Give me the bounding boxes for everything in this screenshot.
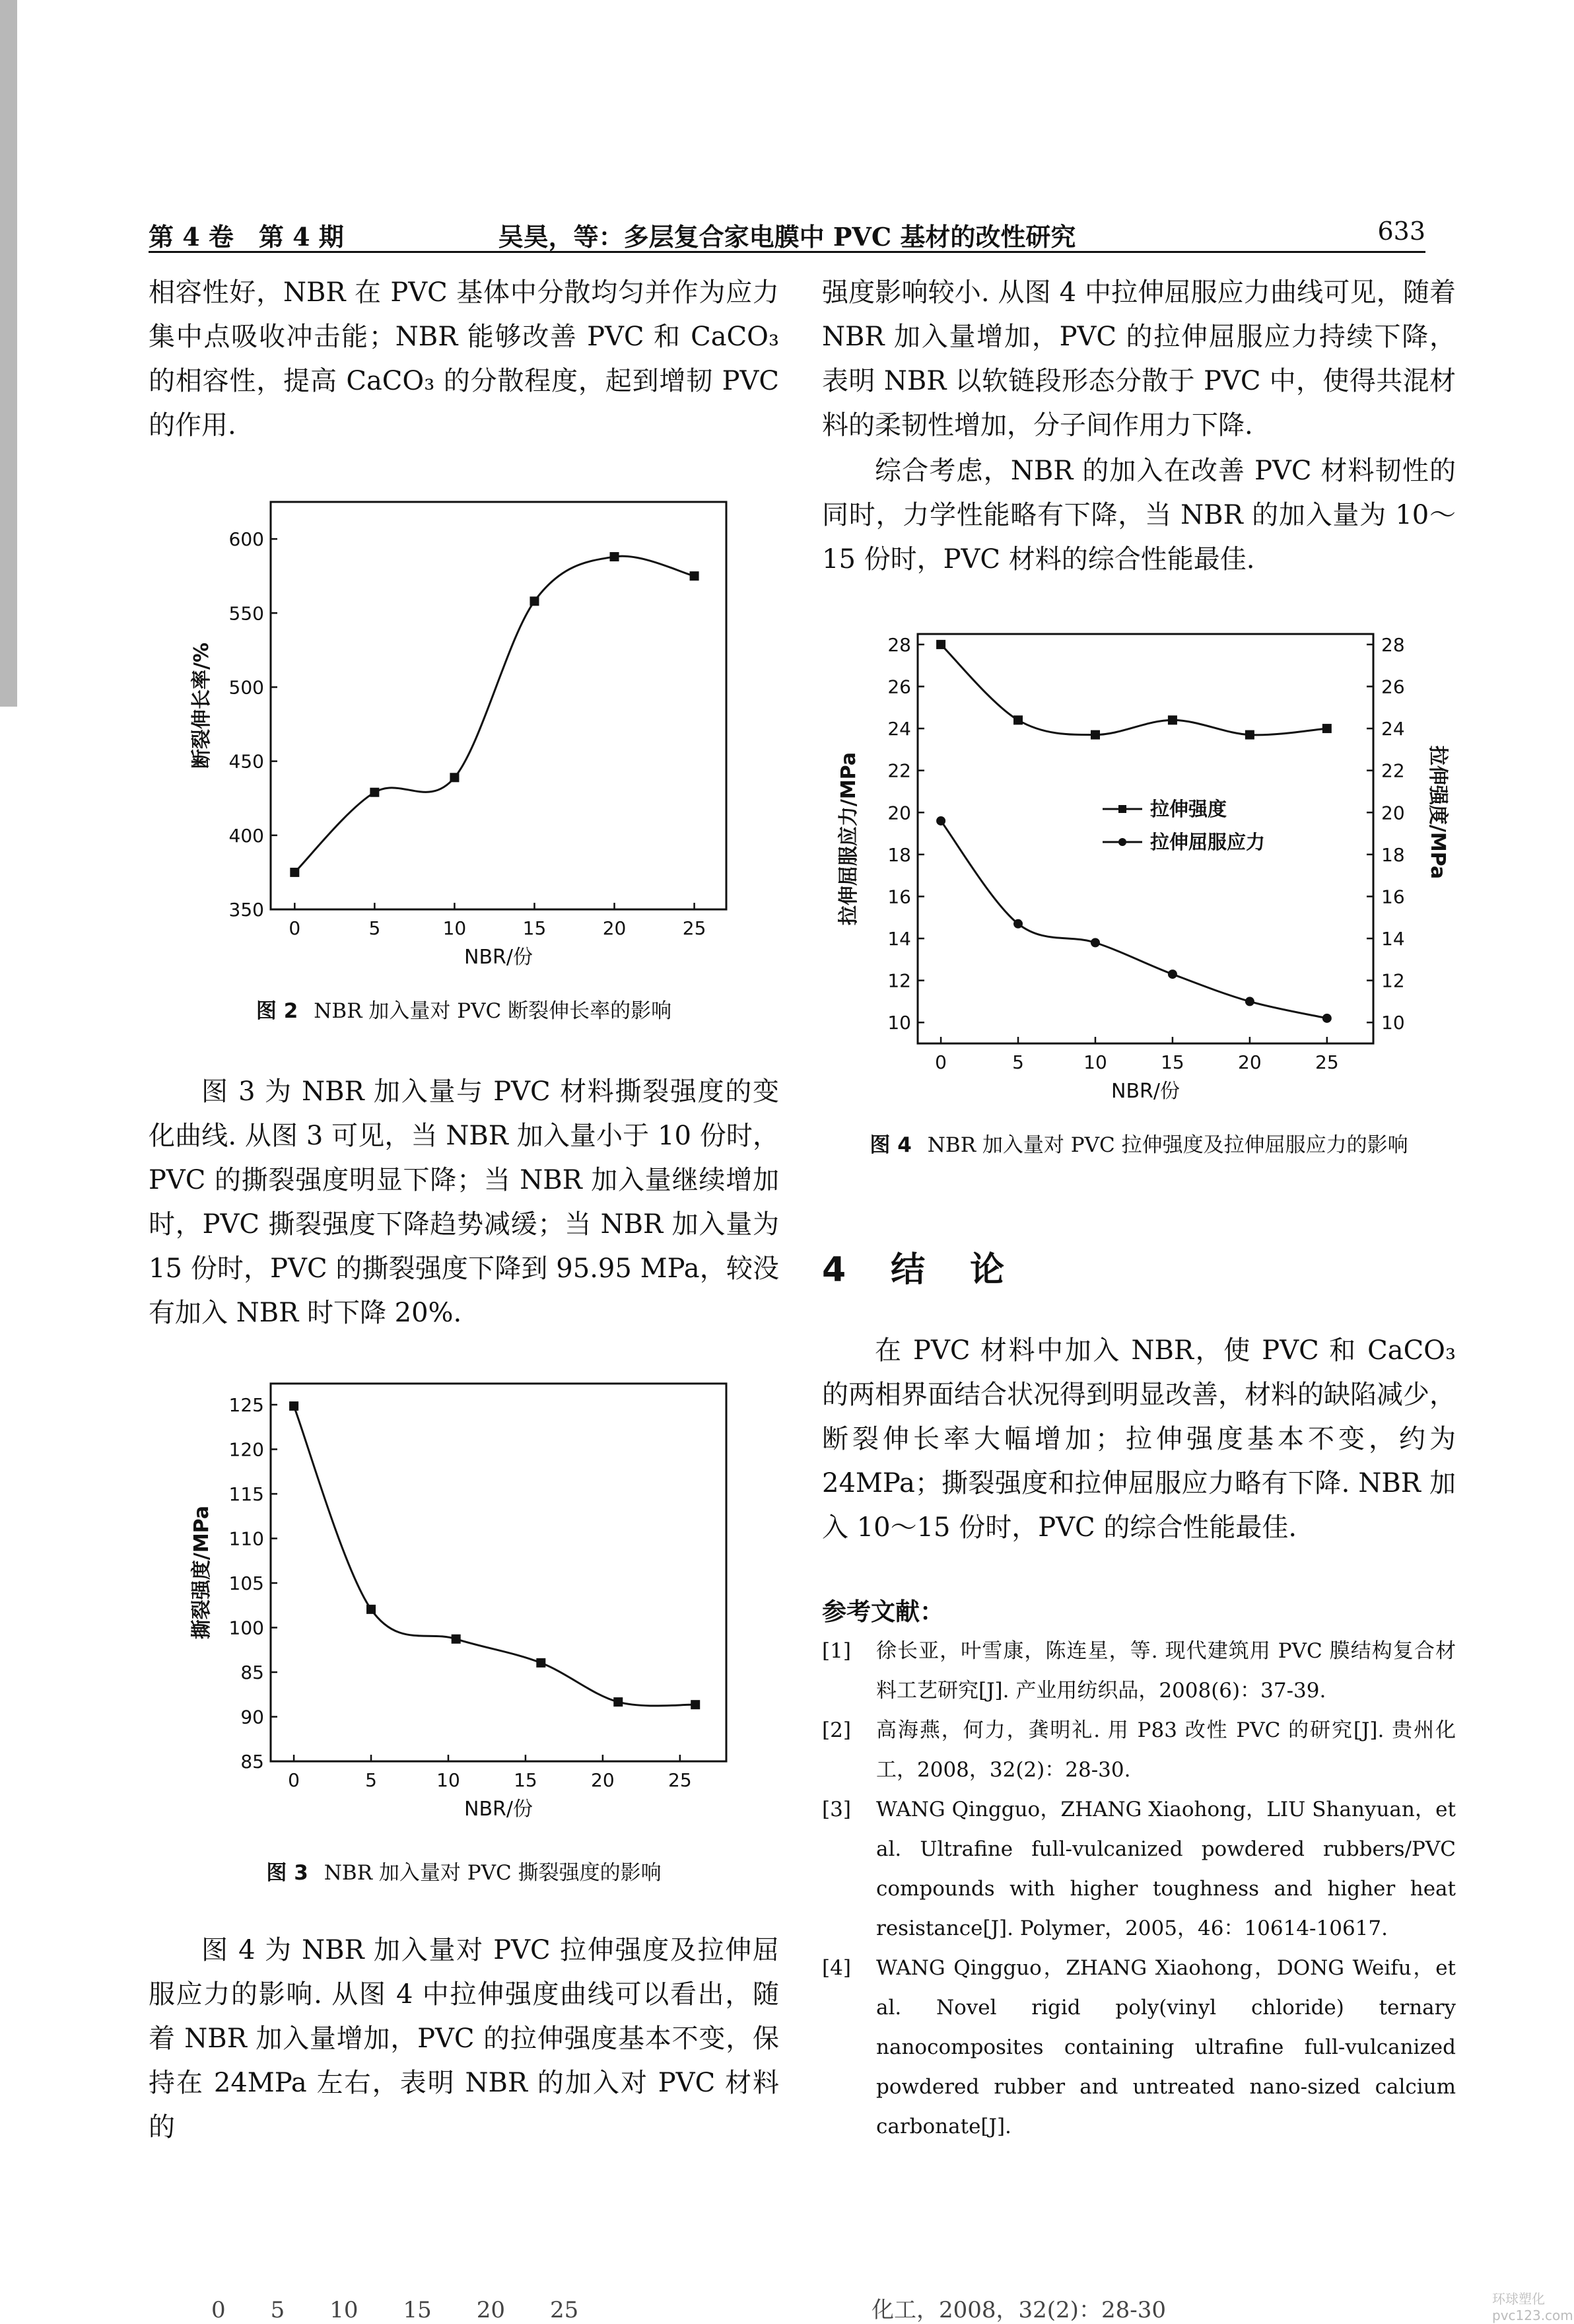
y-tick-label: 85 bbox=[240, 1751, 264, 1773]
y-tick-label: 10 bbox=[887, 1012, 911, 1034]
data-point bbox=[1322, 724, 1332, 733]
y-right-tick-label: 18 bbox=[1381, 843, 1405, 866]
data-point bbox=[370, 788, 379, 797]
data-point bbox=[691, 1700, 700, 1709]
data-point bbox=[1091, 938, 1100, 947]
y-right-tick-label: 12 bbox=[1381, 969, 1405, 992]
x-tick-label: 5 bbox=[368, 917, 381, 939]
watermark: 环球塑化 pvc123.com bbox=[1492, 2291, 1573, 2323]
data-point bbox=[1013, 715, 1023, 724]
body-paragraph: 相容性好，NBR 在 PVC 基体中分散均匀并作为应力集中点吸收冲击能；NBR 能够改善 PVC 和 CaCO₃ 的相容性，提高 CaCO₃ 的分散程度，起到增韧 PVC 的作用. bbox=[149, 277, 779, 440]
reference-text: 高海燕，何力，龚明礼. 用 P83 改性 PVC 的研究[J]. 贵州化工，2008，32(2)：28-30. bbox=[876, 1718, 1456, 1782]
y-tick-label: 105 bbox=[228, 1572, 264, 1594]
figure-3-caption-text: NBR 加入量对 PVC 撕裂强度的影响 bbox=[324, 1861, 662, 1885]
y-tick-label: 22 bbox=[887, 759, 911, 782]
data-point bbox=[366, 1605, 376, 1614]
x-tick-label: 25 bbox=[668, 1769, 692, 1791]
y-tick-label: 26 bbox=[887, 676, 911, 698]
data-point bbox=[613, 1697, 623, 1707]
reference-number: [3] bbox=[822, 1798, 851, 1821]
y-axis-label: 撕裂强度/MPa bbox=[190, 1505, 213, 1640]
data-point bbox=[1245, 730, 1254, 740]
legend-label: 拉伸强度 bbox=[1150, 798, 1227, 820]
series-line bbox=[294, 1406, 695, 1706]
plot-frame bbox=[918, 634, 1373, 1043]
y-tick-label: 90 bbox=[240, 1706, 264, 1728]
data-point bbox=[536, 1658, 545, 1668]
x-axis-label: NBR/份 bbox=[464, 1798, 533, 1821]
article-running-title: 吴昊，等：多层复合家电膜中 PVC 基材的改性研究 bbox=[498, 222, 1076, 252]
y-tick-label: 16 bbox=[887, 886, 911, 908]
y-tick-label: 24 bbox=[887, 718, 911, 740]
conclusion-paragraph: 在 PVC 材料中加入 NBR，使 PVC 和 CaCO₃ 的两相界面结合状况得到明显改善，材料的缺陷减少，断裂伸长率大幅增加；拉伸强度基本不变，约为 24MPa；撕裂强度和拉伸屈服应力略有下降. NBR 加入 10～15 份时，PVC 的综合性能最佳. bbox=[822, 1335, 1456, 1543]
figure-4-number: 图 4 bbox=[870, 1133, 912, 1157]
footer-fragment-right: 化工，2008，32(2)：28-30 bbox=[872, 2297, 1166, 2323]
x-tick-label: 5 bbox=[365, 1769, 377, 1791]
y-tick-label: 12 bbox=[887, 969, 911, 992]
x-axis-label: NBR/份 bbox=[464, 946, 533, 969]
figure-4-caption-text: NBR 加入量对 PVC 拉伸强度及拉伸屈服应力的影响 bbox=[927, 1133, 1408, 1157]
x-tick-label: 15 bbox=[514, 1769, 537, 1791]
legend-label: 拉伸屈服应力 bbox=[1150, 831, 1266, 853]
body-paragraph: 综合考虑，NBR 的加入在改善 PVC 材料韧性的同时，力学性能略有下降，当 NBR 的加入量为 10～15 份时，PVC 材料的综合性能最佳. bbox=[822, 456, 1456, 575]
figure-2-caption bbox=[149, 994, 779, 1024]
y-tick-label: 350 bbox=[228, 899, 264, 921]
x-tick-label: 25 bbox=[682, 917, 706, 939]
running-header bbox=[149, 211, 1425, 253]
x-tick-label: 15 bbox=[522, 917, 547, 939]
body-paragraph: 图 4 为 NBR 加入量对 PVC 拉伸强度及拉伸屈服应力的影响. 从图 4 中拉伸强度曲线可以看出，随着 NBR 加入量增加，PVC 的拉伸强度基本不变，保持在 24MPa 左右，表明 NBR 的加入对 PVC 材料的 bbox=[149, 1935, 779, 2142]
data-point bbox=[936, 816, 945, 826]
data-point bbox=[610, 552, 619, 561]
reference-item bbox=[822, 1948, 1456, 2146]
figure-2-chart bbox=[185, 489, 766, 991]
series-line bbox=[941, 645, 1327, 735]
data-point bbox=[1322, 1014, 1332, 1023]
y-tick-label: 120 bbox=[228, 1438, 264, 1461]
y-right-tick-label: 22 bbox=[1381, 759, 1405, 782]
y-right-tick-label: 16 bbox=[1381, 886, 1405, 908]
reference-number: [2] bbox=[822, 1718, 851, 1742]
reference-item bbox=[822, 1710, 1456, 1790]
references-heading: 参考文献： bbox=[822, 1598, 944, 1626]
data-point bbox=[1168, 715, 1177, 724]
x-tick-label: 0 bbox=[935, 1051, 947, 1073]
footer-fragment-left: 0 5 10 15 20 25 bbox=[211, 2297, 579, 2323]
data-point bbox=[1168, 969, 1177, 979]
x-tick-label: 5 bbox=[1012, 1051, 1024, 1073]
data-point bbox=[450, 773, 459, 782]
y-tick-label: 550 bbox=[228, 602, 264, 625]
section-heading: 4 结 论 bbox=[822, 1250, 1010, 1290]
data-point bbox=[289, 1401, 298, 1411]
x-tick-label: 15 bbox=[1161, 1051, 1184, 1073]
reference-item bbox=[822, 1790, 1456, 1948]
y-tick-label: 14 bbox=[887, 928, 911, 950]
data-point bbox=[1091, 730, 1100, 740]
figure-3-chart bbox=[185, 1370, 766, 1843]
x-tick-label: 20 bbox=[602, 917, 627, 939]
plot-frame bbox=[271, 1384, 726, 1761]
x-tick-label: 10 bbox=[442, 917, 467, 939]
y-tick-label: 110 bbox=[228, 1528, 264, 1550]
y-tick-label: 85 bbox=[240, 1662, 264, 1683]
y-right-tick-label: 28 bbox=[1381, 633, 1405, 656]
figure-4-caption bbox=[822, 1128, 1456, 1158]
y-tick-label: 450 bbox=[228, 750, 264, 773]
reference-text: WANG Qingguo，ZHANG Xiaohong，DONG Weifu，et al. Novel rigid poly(vinyl chloride) ternary nanocomposites containing ultrafine full-vulcanized powdered rubber and untreated nano-sized calcium carbonate[J]. bbox=[876, 1956, 1456, 2138]
x-axis-label: NBR/份 bbox=[1111, 1080, 1180, 1103]
data-point bbox=[452, 1635, 461, 1644]
reference-number: [4] bbox=[822, 1956, 851, 1980]
figure-3-number: 图 3 bbox=[266, 1861, 308, 1885]
figure-2-number: 图 2 bbox=[256, 999, 298, 1023]
figure-3-caption bbox=[149, 1856, 779, 1885]
figure-4-chart bbox=[812, 617, 1472, 1109]
data-point bbox=[936, 640, 945, 649]
series-line bbox=[294, 556, 694, 872]
x-tick-label: 0 bbox=[288, 1769, 300, 1791]
x-tick-label: 20 bbox=[1238, 1051, 1262, 1073]
data-point bbox=[530, 596, 539, 606]
legend-marker bbox=[1118, 805, 1126, 813]
reference-text: WANG Qingguo，ZHANG Xiaohong，LIU Shanyuan，et al. Ultrafine full-vulcanized powdered rubbers/PVC compounds with higher toughness and higher heat resistance[J]. Polymer，2005，46：10614-10617. bbox=[876, 1798, 1456, 1940]
y-tick-label: 125 bbox=[228, 1394, 264, 1416]
x-tick-label: 20 bbox=[591, 1769, 615, 1791]
y-right-tick-label: 20 bbox=[1381, 802, 1405, 824]
y-tick-label: 500 bbox=[228, 676, 264, 699]
body-paragraph: 图 3 为 NBR 加入量与 PVC 材料撕裂强度的变化曲线. 从图 3 可见，当 NBR 加入量小于 10 份时，PVC 的撕裂强度明显下降；当 NBR 加入量继续增加时，PVC 撕裂强度下降趋势减缓；当 NBR 加入量为 15 份时，PVC 的撕裂强度下降到 95.95 MPa，较没有加入 NBR 时下降 20%. bbox=[149, 1076, 779, 1328]
y-tick-label: 20 bbox=[887, 802, 911, 824]
y-tick-label: 600 bbox=[228, 528, 264, 551]
binding-strip bbox=[0, 0, 17, 707]
x-tick-label: 25 bbox=[1315, 1051, 1339, 1073]
data-point bbox=[690, 571, 699, 581]
figure-2-caption-text: NBR 加入量对 PVC 断裂伸长率的影响 bbox=[314, 999, 672, 1023]
reference-item bbox=[822, 1631, 1456, 1710]
y-axis-label: 断裂伸长率/% bbox=[190, 642, 213, 769]
legend-marker bbox=[1118, 838, 1126, 846]
y-axis-label: 拉伸屈服应力/MPa bbox=[837, 752, 860, 926]
data-point bbox=[1013, 919, 1023, 929]
x-tick-label: 0 bbox=[289, 917, 301, 939]
reference-list bbox=[822, 1631, 1456, 2146]
body-paragraph: 强度影响较小. 从图 4 中拉伸屈服应力曲线可见，随着 NBR 加入量增加，PVC 的拉伸屈服应力持续下降，表明 NBR 以软链段形态分散于 PVC 中，使得共混材料的柔韧性增加，分子间作用力下降. bbox=[822, 277, 1456, 440]
x-tick-label: 10 bbox=[436, 1769, 460, 1791]
y-right-tick-label: 14 bbox=[1381, 928, 1405, 950]
journal-volume: 第 4 卷 第 4 期 bbox=[149, 222, 344, 252]
page-number: 633 bbox=[1377, 217, 1425, 246]
y-right-tick-label: 24 bbox=[1381, 718, 1405, 740]
y-tick-label: 115 bbox=[228, 1483, 264, 1505]
y-tick-label: 28 bbox=[887, 633, 911, 656]
x-tick-label: 10 bbox=[1083, 1051, 1107, 1073]
y-tick-label: 100 bbox=[228, 1617, 264, 1639]
data-point bbox=[1245, 997, 1254, 1006]
series-line bbox=[941, 821, 1327, 1018]
y-tick-label: 400 bbox=[228, 824, 264, 847]
reference-text: 徐长亚，叶雪康，陈连星，等. 现代建筑用 PVC 膜结构复合材料工艺研究[J]. 产业用纺织品，2008(6)：37-39. bbox=[876, 1639, 1456, 1703]
y-right-axis-label: 拉伸强度/MPa bbox=[1426, 745, 1449, 880]
data-point bbox=[290, 868, 299, 877]
y-tick-label: 18 bbox=[887, 843, 911, 866]
reference-number: [1] bbox=[822, 1639, 851, 1663]
y-right-tick-label: 10 bbox=[1381, 1012, 1405, 1034]
y-right-tick-label: 26 bbox=[1381, 676, 1405, 698]
